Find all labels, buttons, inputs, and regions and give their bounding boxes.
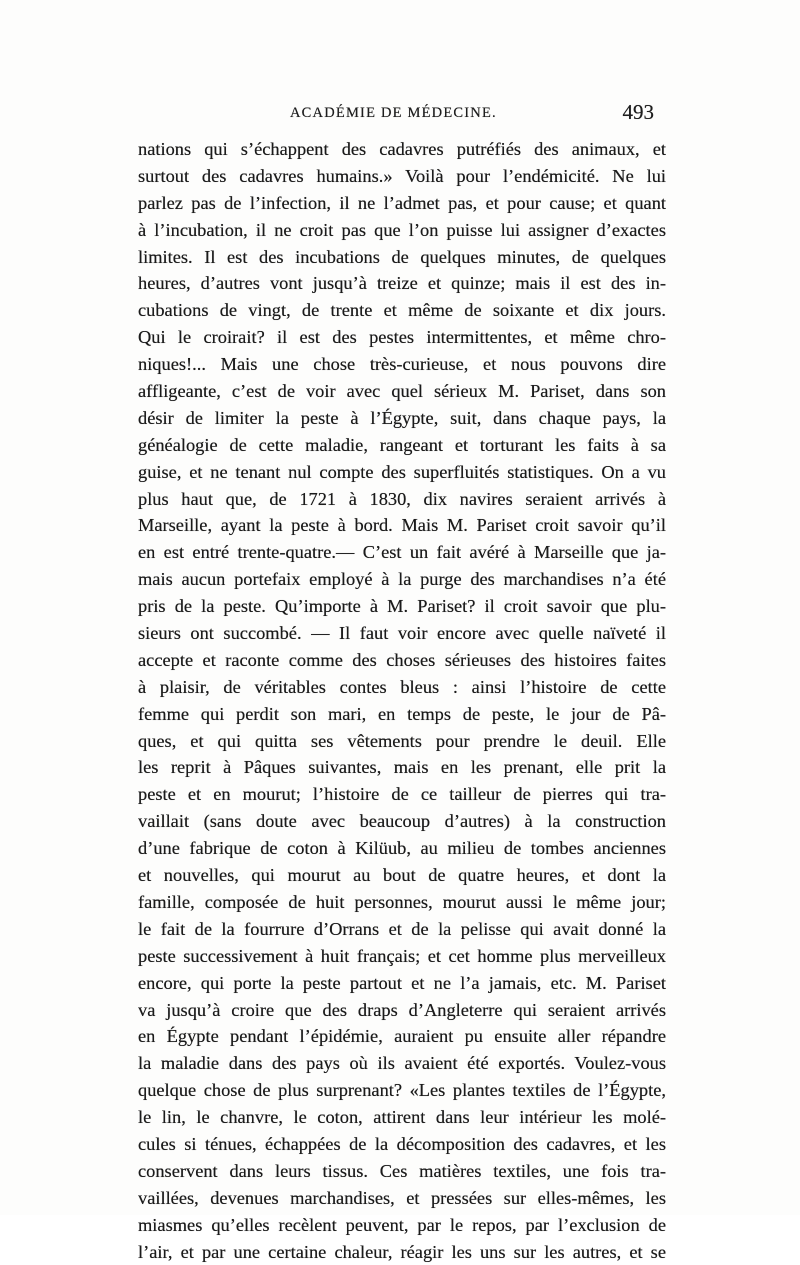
text-line: Marseille, ayant la peste à bord. Mais M. Pariset croit savoir qu’il bbox=[138, 515, 666, 536]
text-line: et nouvelles, qui mourut au bout de quatre heures, et dont la bbox=[138, 865, 666, 886]
text-line: parlez pas de l’infection, il ne l’admet pas, et pour cause; et quant bbox=[138, 192, 666, 213]
text-line: femme qui perdit son mari, en temps de peste, le jour de Pâ- bbox=[138, 703, 666, 724]
text-line: vaillait (sans doute avec beaucoup d’autres) à la construction bbox=[138, 811, 666, 832]
text-line: d’une fabrique de coton à Kilüub, au milieu de tombes anciennes bbox=[138, 838, 666, 859]
text-line: à plaisir, de véritables contes bleus : ainsi l’histoire de cette bbox=[138, 676, 666, 697]
text-line: quelque chose de plus surprenant? «Les plantes textiles de l’Égypte, bbox=[138, 1080, 666, 1101]
text-line: va jusqu’à croire que des draps d’Angleterre qui seraient arrivés bbox=[138, 999, 666, 1020]
text-line: affligeante, c’est de voir avec quel sérieux M. Pariset, dans son bbox=[138, 381, 666, 402]
text-line: surtout des cadavres humains.» Voilà pour l’endémicité. Ne lui bbox=[138, 165, 666, 186]
text-line: peste successivement à huit français; et cet homme plus merveilleux bbox=[138, 945, 666, 966]
text-line: sieurs ont succombé. — Il faut voir encore avec quelle naïveté il bbox=[138, 623, 666, 644]
text-line: le fait de la fourrure d’Orrans et de la pelisse qui avait donné la bbox=[138, 918, 666, 939]
text-line: en Égypte pendant l’épidémie, auraient pu ensuite aller répandre bbox=[138, 1026, 666, 1047]
text-line: limites. Il est des incubations de quelques minutes, de quelques bbox=[138, 246, 666, 267]
text-line: généalogie de cette maladie, rangeant et torturant les faits à sa bbox=[138, 434, 666, 455]
text-line: le lin, le chanvre, le coton, attirent dans leur intérieur les molé- bbox=[138, 1107, 666, 1128]
text-line: heures, d’autres vont jusqu’à treize et quinze; mais il est des in- bbox=[138, 273, 666, 294]
text-line: plus haut que, de 1721 à 1830, dix navires seraient arrivés à bbox=[138, 488, 666, 509]
text-line: ques, et qui quitta ses vêtements pour prendre le deuil. Elle bbox=[138, 730, 666, 751]
page-number: 493 bbox=[622, 100, 654, 124]
text-line: l’air, et par une certaine chaleur, réagir les uns sur les autres, et se bbox=[138, 1241, 666, 1262]
text-line: miasmes qu’elles recèlent peuvent, par le repos, par l’exclusion de bbox=[138, 1214, 666, 1235]
text-line: vaillées, devenues marchandises, et pressées sur elles-mêmes, les bbox=[138, 1187, 666, 1208]
text-line: cubations de vingt, de trente et même de soixante et dix jours. bbox=[138, 300, 666, 321]
text-line: les reprit à Pâques suivantes, mais en les prenant, elle prit la bbox=[138, 757, 666, 778]
text-line: la maladie dans des pays où ils avaient été exportés. Voulez-vous bbox=[138, 1053, 666, 1074]
text-line: guise, et ne tenant nul compte des superfluités statistiques. On a vu bbox=[138, 461, 666, 482]
text-line: nations qui s’échappent des cadavres putréfiés des animaux, et bbox=[138, 139, 666, 159]
text-line: accepte et raconte comme des choses sérieuses des histoires faites bbox=[138, 649, 666, 670]
text-line: cules si ténues, échappées de la décomposition des cadavres, et les bbox=[138, 1133, 666, 1154]
text-line: désir de limiter la peste à l’Égypte, suit, dans chaque pays, la bbox=[138, 407, 666, 428]
text-line: famille, composée de huit personnes, mourut aussi le même jour; bbox=[138, 891, 666, 912]
text-line: niques!... Mais une chose très-curieuse, et nous pouvons dire bbox=[138, 354, 666, 375]
text-line: à l’incubation, il ne croit pas que l’on puisse lui assigner d’exactes bbox=[138, 219, 666, 240]
body-text bbox=[138, 136, 666, 1265]
text-line: Qui le croirait? il est des pestes intermittentes, et même chro- bbox=[138, 327, 666, 348]
text-line: mais aucun portefaix employé à la purge des marchandises n’a été bbox=[138, 569, 666, 590]
running-title: ACADÉMIE DE MÉDECINE. bbox=[290, 105, 497, 121]
text-line: conservent dans leurs tissus. Ces matières textiles, une fois tra- bbox=[138, 1160, 666, 1181]
text-line: en est entré trente-quatre.— C’est un fait avéré à Marseille que ja- bbox=[138, 542, 666, 563]
text-line: encore, qui porte la peste partout et ne l’a jamais, etc. M. Pariset bbox=[138, 972, 666, 993]
text-line: peste et en mourut; l’histoire de ce tailleur de pierres qui tra- bbox=[138, 784, 666, 805]
page-header bbox=[138, 100, 658, 129]
text-line: pris de la peste. Qu’importe à M. Pariset? il croit savoir que plu- bbox=[138, 596, 666, 617]
